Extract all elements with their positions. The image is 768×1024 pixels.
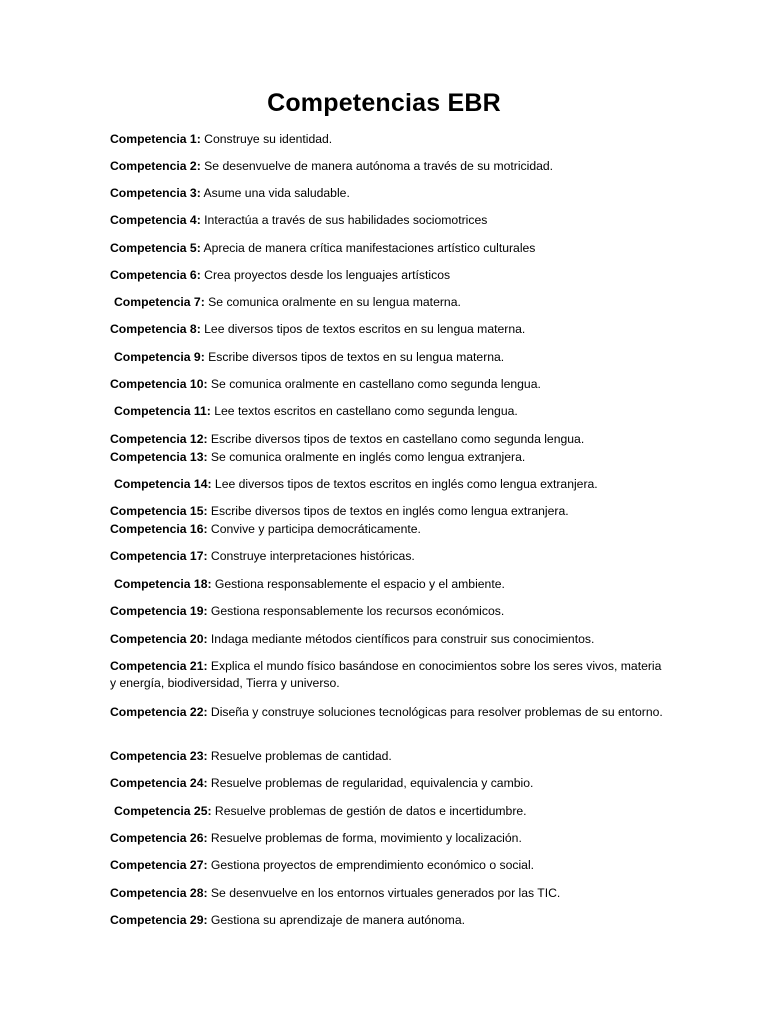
competencia-label: Competencia 8: [110, 322, 201, 336]
competencia-text: Resuelve problemas de forma, movimiento y localización. [207, 831, 522, 845]
competencia-label: Competencia 13: [110, 450, 208, 464]
competencia-text: Resuelve problemas de regularidad, equivalencia y cambio. [207, 776, 534, 790]
competencia-text: Lee diversos tipos de textos escritos en inglés como lengua extranjera. [211, 477, 598, 491]
competencia-label: Competencia 28: [110, 886, 208, 900]
competencia-text: Se comunica oralmente en castellano como segunda lengua. [207, 377, 541, 391]
competencia-text: Gestiona proyectos de emprendimiento económico o social. [207, 858, 535, 872]
competencia-label: Competencia 11: [114, 404, 211, 418]
list-item-competencia-24 [110, 775, 670, 792]
competencia-text: Resuelve problemas de cantidad. [207, 749, 392, 763]
list-item-competencia-8 [110, 321, 670, 338]
competencia-text: Construye su identidad. [200, 132, 333, 146]
competencia-text: Gestiona responsablemente el espacio y el ambiente. [211, 577, 505, 591]
list-item-competencia-28 [110, 885, 670, 902]
competencia-label: Competencia 12: [110, 432, 208, 446]
competencia-label: Competencia 15: [110, 504, 208, 518]
competencia-label: Competencia 17: [110, 549, 208, 563]
list-item-competencia-7 [114, 294, 674, 311]
competencia-text: Resuelve problemas de gestión de datos e incertidumbre. [211, 804, 527, 818]
list-item-competencia-10 [110, 376, 670, 393]
competencia-text: Se comunica oralmente en su lengua materna. [204, 295, 461, 309]
competencia-text: Indaga mediante métodos científicos para construir sus conocimientos. [207, 632, 595, 646]
competencia-text: Interactúa a través de sus habilidades sociomotrices [200, 213, 488, 227]
list-item-competencia-6 [110, 267, 670, 284]
competencia-label: Competencia 1: [110, 132, 201, 146]
competencia-label: Competencia 25: [114, 804, 212, 818]
competencia-label: Competencia 21: [110, 659, 208, 673]
list-item-competencia-16 [110, 521, 670, 538]
competencia-text: Explica el mundo físico basándose en conocimientos sobre los seres vivos, materia y energía, biodiversidad, Tierra y universo. [110, 659, 662, 690]
list-item-competencia-27 [110, 857, 670, 874]
list-item-competencia-12 [110, 431, 670, 448]
competencia-text: Construye interpretaciones históricas. [207, 549, 415, 563]
competencia-label: Competencia 22: [110, 705, 208, 719]
competencia-label: Competencia 16: [110, 522, 208, 536]
competencia-label: Competencia 20: [110, 632, 208, 646]
competencia-label: Competencia 26: [110, 831, 208, 845]
competencia-text: Se comunica oralmente en inglés como lengua extranjera. [207, 450, 526, 464]
competencia-text: Convive y participa democráticamente. [207, 522, 421, 536]
competencia-text: Asume una vida saludable. [200, 186, 350, 200]
list-item-competencia-13 [110, 449, 670, 466]
list-item-competencia-17 [110, 548, 670, 565]
competencia-label: Competencia 3: [110, 186, 201, 200]
list-item-competencia-15 [110, 503, 670, 520]
competencia-text: Se desenvuelve en los entornos virtuales generados por las TIC. [207, 886, 561, 900]
competencia-label: Competencia 29: [110, 913, 208, 927]
competencia-label: Competencia 7: [114, 295, 205, 309]
competencia-label: Competencia 2: [110, 159, 201, 173]
competencia-text: Se desenvuelve de manera autónoma a través de su motricidad. [200, 159, 554, 173]
competencia-text: Crea proyectos desde los lenguajes artísticos [200, 268, 451, 282]
competencia-label: Competencia 5: [110, 241, 201, 255]
competencia-text: Escribe diversos tipos de textos en su lengua materna. [204, 350, 505, 364]
competencia-label: Competencia 10: [110, 377, 208, 391]
list-item-competencia-29 [110, 912, 670, 929]
competencia-text: Lee diversos tipos de textos escritos en su lengua materna. [200, 322, 526, 336]
competencia-label: Competencia 9: [114, 350, 205, 364]
list-item-competencia-25 [114, 803, 674, 820]
list-item-competencia-14 [114, 476, 674, 493]
competencia-text: Diseña y construye soluciones tecnológicas para resolver problemas de su entorno. [207, 705, 663, 719]
list-item-competencia-18 [114, 576, 674, 593]
competencia-text: Gestiona responsablemente los recursos económicos. [207, 604, 505, 618]
competencia-text: Lee textos escritos en castellano como segunda lengua. [210, 404, 518, 418]
list-item-competencia-5 [110, 240, 670, 257]
list-item-competencia-20 [110, 631, 670, 648]
list-item-competencia-4 [110, 212, 670, 229]
competencia-text: Escribe diversos tipos de textos en castellano como segunda lengua. [207, 432, 585, 446]
competencia-label: Competencia 6: [110, 268, 201, 282]
competencia-label: Competencia 27: [110, 858, 208, 872]
list-item-competencia-21 [110, 658, 670, 692]
list-item-competencia-2 [110, 158, 670, 175]
list-item-competencia-3 [110, 185, 670, 202]
competencia-label: Competencia 14: [114, 477, 212, 491]
list-item-competencia-1 [110, 131, 670, 148]
competencia-label: Competencia 24: [110, 776, 208, 790]
competencia-text: Aprecia de manera crítica manifestaciones artístico culturales [200, 241, 536, 255]
list-item-competencia-11 [114, 403, 674, 420]
list-item-competencia-26 [110, 830, 670, 847]
list-item-competencia-9 [114, 349, 674, 366]
competencia-text: Gestiona su aprendizaje de manera autónoma. [207, 913, 465, 927]
competencia-label: Competencia 18: [114, 577, 212, 591]
competencia-label: Competencia 23: [110, 749, 208, 763]
competencia-text: Escribe diversos tipos de textos en inglés como lengua extranjera. [207, 504, 569, 518]
list-item-competencia-23 [110, 748, 670, 765]
list-item-competencia-22 [110, 704, 670, 721]
list-item-competencia-19 [110, 603, 670, 620]
page-title: Competencias EBR [267, 89, 501, 117]
competencia-label: Competencia 4: [110, 213, 201, 227]
competencia-label: Competencia 19: [110, 604, 208, 618]
